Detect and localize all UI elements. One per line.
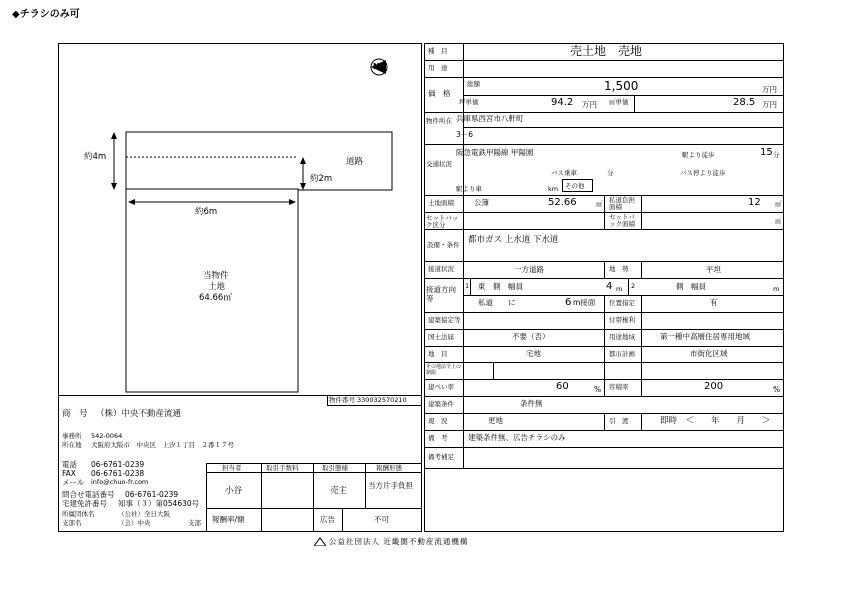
land-area: 52.66 xyxy=(548,197,577,208)
north-label: N xyxy=(373,62,380,71)
map-drawing xyxy=(58,43,422,395)
branch: （会）中央 xyxy=(118,519,151,527)
road2-dir: 側 幅員 xyxy=(676,282,706,291)
ad-label: 広告 xyxy=(320,515,335,524)
facility-label: 設備・条件 xyxy=(427,241,460,249)
use-district-label: 用途地域 xyxy=(609,333,635,341)
line-name: 阪急電鉄甲陽線 甲陽園 xyxy=(456,148,534,157)
walk-min-unit: 分 xyxy=(773,151,780,159)
traffic-label: 交通状況 xyxy=(426,160,452,168)
road-status: 一方道路 xyxy=(514,265,544,274)
price-sqm-label: ㎡単価 xyxy=(609,98,629,106)
contact-tel-label: 問合せ電話番号 xyxy=(62,490,115,499)
deal-type: 売主 xyxy=(330,486,348,496)
ref-label: 物件番号 xyxy=(329,396,355,404)
price-unit: 万円 xyxy=(762,85,777,94)
road-width-label: 約2m xyxy=(310,174,333,184)
mail[interactable]: info@chuo-fr.com xyxy=(91,478,149,486)
status-label: 現 況 xyxy=(428,417,448,425)
office-label: 事務所 xyxy=(62,432,82,440)
bus-min-unit: 分 xyxy=(607,169,614,177)
header-label: ◆チラシのみ可 xyxy=(12,9,80,20)
price-tsubo-unit: 万円 xyxy=(582,100,597,109)
road-status-label: 接道状況 xyxy=(428,265,454,273)
ad-value: 不可 xyxy=(374,515,389,524)
price-total: 1,500 xyxy=(604,79,639,93)
address: 大阪府大阪市 中央区 上汐１丁目 ２番１７号 xyxy=(91,441,234,449)
status: 更地 xyxy=(488,416,503,425)
depth-label: 約6m xyxy=(195,207,218,217)
license-label: 宅建免許番号 xyxy=(62,499,107,508)
lot-kind: 土地 xyxy=(208,282,226,292)
cond: 条件無 xyxy=(520,399,543,408)
fee-label: 取引手数料 xyxy=(266,464,299,472)
land-cat-label: 地 目 xyxy=(428,350,448,358)
footer-org: 公益社団法人 近畿圏不動産流通機構 xyxy=(329,537,469,546)
public-label: 公簿 xyxy=(474,198,489,207)
road2-no: 2 xyxy=(631,282,636,290)
walk-min: 15 xyxy=(760,147,773,158)
org-logo-icon xyxy=(314,537,326,546)
km-label: km xyxy=(548,185,559,193)
use-district: 第一種中高層住居専用地域 xyxy=(660,332,750,341)
location-line1: 兵庫県西宮市八軒町 xyxy=(456,114,524,123)
remarks-label: 備 考 xyxy=(428,434,448,442)
staff-label: 担当者 xyxy=(222,464,242,472)
road1-no: 1 xyxy=(465,282,470,290)
land-cat: 宅地 xyxy=(526,349,541,358)
terrain-label: 地 勢 xyxy=(609,265,629,273)
terrain: 平坦 xyxy=(706,265,721,274)
fax: 06-6761-0238 xyxy=(91,469,145,478)
price-tsubo-label: 坪単価 xyxy=(459,98,479,106)
far-unit: % xyxy=(773,385,781,394)
position-spec-label: 位置指定 xyxy=(609,299,635,307)
private-road: 12 xyxy=(748,197,761,208)
setback-area-unit: ㎡ xyxy=(775,217,782,225)
reward-type: 当方片手負担 xyxy=(368,481,413,490)
setback-label: セットバック区分 xyxy=(426,214,459,229)
location-label: 物件所在 xyxy=(426,117,452,125)
contact-tel: 06-6761-0239 xyxy=(125,490,179,499)
city-plan-label: 都市計画 xyxy=(609,350,635,358)
remarks2-label: 備考補足 xyxy=(428,453,454,461)
station-car-label: 駅より車 xyxy=(456,185,482,193)
remarks: 建築条件無、広告チラシのみ xyxy=(468,433,566,442)
coverage-label: 建ぺい率 xyxy=(428,383,454,391)
bus-stop-label: バス停より徒歩 xyxy=(680,169,726,177)
zip-code: 542-0064 xyxy=(91,432,123,440)
building-rule-label: 建築協定等 xyxy=(428,316,461,324)
fax-label: FAX xyxy=(62,469,76,478)
branch-label: 支部名 xyxy=(62,519,82,527)
ancillary-label: 付帯権利 xyxy=(609,316,635,324)
tel-label: 電話 xyxy=(62,460,77,469)
land-right: 不要（否） xyxy=(512,332,550,341)
company-name: （株）中央不動産流通 xyxy=(96,409,182,419)
org: （公社）全日大阪 xyxy=(118,510,170,518)
contact-width: 6 xyxy=(565,297,572,308)
handover: 即時 ＜ 年 月 ＞ xyxy=(660,416,771,426)
kind-value: 売土地 売地 xyxy=(570,44,643,58)
coverage-unit: % xyxy=(594,385,602,394)
road1-m-unit: m xyxy=(616,285,623,293)
org-label: 所属団体名 xyxy=(62,510,95,518)
deal-label: 取引態様 xyxy=(322,464,348,472)
road1-width: 4 xyxy=(606,281,613,292)
ref-number: 330032570210 xyxy=(357,396,407,404)
private-road-label: 私道負担面積 xyxy=(609,196,635,211)
walk-label: 駅より徒歩 xyxy=(682,151,715,159)
road1-dir: 東 側 幅員 xyxy=(478,282,523,291)
city-plan: 市街化区域 xyxy=(690,349,728,358)
coverage: 60 xyxy=(556,381,569,392)
reward-label: 報酬形態 xyxy=(376,464,402,472)
far: 200 xyxy=(704,381,724,392)
ratio-label: 報酬率/額 xyxy=(212,515,245,524)
price-label: 価 格 xyxy=(428,89,451,98)
branch-suffix: 支部 xyxy=(188,519,201,527)
location-line2: 3－6 xyxy=(456,130,474,139)
lot-area: 64.66㎡ xyxy=(199,293,232,303)
setback-area-label: セットバック面積 xyxy=(609,213,635,228)
cond-label: 建築条件 xyxy=(428,400,454,408)
use-label: 用 途 xyxy=(428,64,448,72)
road-label: 道路 xyxy=(346,157,364,167)
land-area-unit: ㎡ xyxy=(596,200,603,208)
name-label: 商 号 xyxy=(62,409,88,419)
land-area-label: 土地面積 xyxy=(428,199,454,207)
other-label: その他 xyxy=(565,182,585,190)
private-road-unit: ㎡ xyxy=(775,200,782,208)
land-right-label: 国土法届 xyxy=(428,333,454,341)
lot-name: 当物件 xyxy=(203,271,229,281)
tel: 06-6761-0239 xyxy=(91,460,145,469)
road2-m-unit: m xyxy=(773,285,780,293)
license: 知事（３）第054630号 xyxy=(118,499,200,508)
road-dir-label: 接道方向等 xyxy=(426,285,456,303)
width-label: 約4m xyxy=(84,152,107,162)
other-law-label: その他法令上の制限 xyxy=(426,364,462,376)
facility-value: 都市ガス 上水道 下水道 xyxy=(468,235,559,245)
far-label: 容積率 xyxy=(609,383,629,391)
price-sqm: 28.5 xyxy=(733,97,756,108)
price-sqm-unit: 万円 xyxy=(762,100,777,109)
private-road2: 私道 に xyxy=(478,298,516,307)
staff-name: 小谷 xyxy=(225,486,243,496)
kind-label: 種 目 xyxy=(428,47,448,55)
contact-label: m接面 xyxy=(573,298,596,307)
handover-label: 引 渡 xyxy=(609,417,629,425)
position-spec: 有 xyxy=(710,298,718,307)
bus-label: バス乗車 xyxy=(551,169,577,177)
mail-label: メール xyxy=(62,478,85,487)
price-total-label: 総額 xyxy=(467,80,480,88)
address-label: 所在地 xyxy=(62,441,82,449)
price-tsubo: 94.2 xyxy=(551,97,574,108)
